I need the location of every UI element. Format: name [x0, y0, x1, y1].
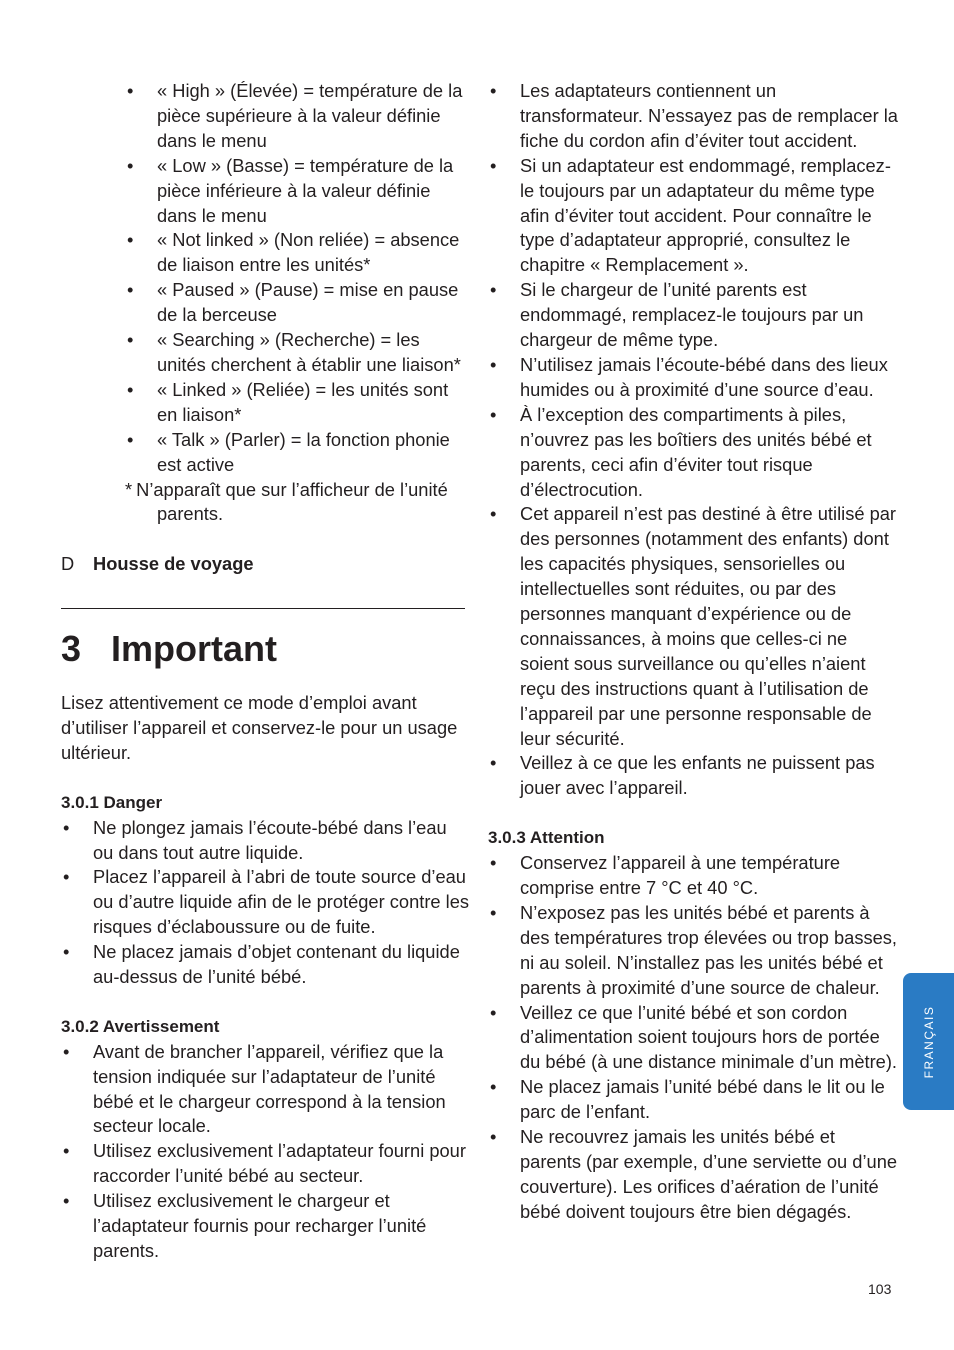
list-item: • Cet appareil n’est pas destiné à être utilisé par des personnes (notamment des enfants) dont les capacités physiques, sensorielles ou intellectuelles sont réduites, ou par des personnes manquant d’expérience ou de connaissances, à moins que celles-ci ne soient sous surveillance ou qu’elles n’aient reçu des instructions quant à l’utilisation de l’appareil par une personne responsable de leur sécurité. [488, 502, 900, 751]
list-item: • « High » (Élevée) = température de la pièce supérieure à la valeur définie dans le menu [61, 79, 471, 154]
list-item: • Si le chargeur de l’unité parents est endommagé, remplacez-le toujours par un chargeur de même type. [488, 278, 900, 353]
footnote-mark: * [125, 478, 133, 500]
list-item: • N’exposez pas les unités bébé et parents à des températures trop élevées ou trop basses, ni au soleil. N’installez pas les unités bébé et parents à proximité d’une source de chaleur. [488, 901, 900, 1001]
warning-list-continued [488, 79, 900, 801]
list-item: • « Not linked » (Non reliée) = absence de liaison entre les unités* [61, 228, 471, 278]
list-item: • N’utilisez jamais l’écoute-bébé dans des lieux humides ou à proximité d’une source d’eau. [488, 353, 900, 403]
danger-list [61, 816, 471, 990]
caution-heading: 3.0.3 Attention [488, 828, 605, 848]
chapter-number: 3 [61, 628, 82, 670]
section-title: Housse de voyage [93, 553, 254, 575]
caution-list [488, 851, 900, 1225]
list-item: • « Linked » (Reliée) = les unités sont en liaison* [61, 378, 471, 428]
chapter-divider [61, 608, 465, 609]
list-item: • Utilisez exclusivement le chargeur et l’adaptateur fournis pour recharger l’unité parents. [61, 1189, 471, 1264]
list-item: • Veillez ce que l’unité bébé et son cordon d’alimentation soient toujours hors de portée du bébé (à une distance minimale d’un mètre). [488, 1001, 900, 1076]
footnote-text: N’apparaît que sur l’afficheur de l’unité parents. [136, 478, 448, 525]
intro-paragraph: Lisez attentivement ce mode d’emploi avant d’utiliser l’appareil et conservez-le pour un usage ultérieur. [61, 692, 458, 763]
list-item: • Avant de brancher l’appareil, vérifiez que la tension indiquée sur l’adaptateur de l’unité bébé et le chargeur correspond à la tension secteur locale. [61, 1040, 471, 1140]
section-d [61, 552, 471, 577]
language-tab-label: FRANÇAIS [921, 1005, 936, 1078]
list-item: • Si un adaptateur est endommagé, remplacez-le toujours par un adaptateur du même type afin d’éviter tout accident. Pour connaître le type d’adaptateur approprié, consultez le chapitre « Remplacement ». [488, 154, 900, 279]
list-item: • « Low » (Basse) = température de la pièce inférieure à la valeur définie dans le menu [61, 154, 471, 229]
chapter-title: Important [111, 628, 277, 670]
list-item: • « Searching » (Recherche) = les unités cherchent à établir une liaison* [61, 328, 471, 378]
list-item: • À l’exception des compartiments à piles, n’ouvrez pas les boîtiers des unités bébé et parents, ceci afin d’éviter tout risque d’électrocution. [488, 403, 900, 503]
chapter-heading [61, 629, 471, 669]
warning-list [61, 1040, 471, 1264]
list-item: • Ne plongez jamais l’écoute-bébé dans l’eau ou dans tout autre liquide. [61, 816, 471, 866]
list-item: • Veillez à ce que les enfants ne puissent pas jouer avec l’appareil. [488, 751, 900, 801]
danger-heading: 3.0.1 Danger [61, 792, 163, 812]
list-item: • « Paused » (Pause) = mise en pause de la berceuse [61, 278, 471, 328]
list-item: • Ne placez jamais d’objet contenant du liquide au-dessus de l’unité bébé. [61, 940, 471, 990]
display-status-list [61, 79, 471, 478]
left-column [61, 79, 471, 1264]
list-item: • « Talk » (Parler) = la fonction phonie est active [61, 428, 471, 478]
list-item: • Ne recouvrez jamais les unités bébé et parents (par exemple, d’une serviette ou d’une couverture). Les orifices d’aération de l’unité bébé doivent toujours être bien dégagés. [488, 1125, 900, 1225]
footnote [93, 478, 471, 528]
list-item: • Placez l’appareil à l’abri de toute source d’eau ou d’autre liquide afin de le protéger contre les risques d’éclaboussure ou de fuite. [61, 865, 471, 940]
list-item: • Les adaptateurs contiennent un transformateur. N’essayez pas de remplacer la fiche du cordon afin d’éviter tout accident. [488, 79, 900, 154]
right-column [488, 79, 900, 1225]
page-number: 103 [868, 1281, 892, 1297]
list-item: • Conservez l’appareil à une température comprise entre 7 °C et 40 °C. [488, 851, 900, 901]
list-item: • Utilisez exclusivement l’adaptateur fourni pour raccorder l’unité bébé au secteur. [61, 1139, 471, 1189]
list-item: • Ne placez jamais l’unité bébé dans le lit ou le parc de l’enfant. [488, 1075, 900, 1125]
section-letter: D [61, 553, 75, 575]
warning-heading: 3.0.2 Avertissement [61, 1016, 220, 1036]
language-tab [903, 973, 954, 1110]
